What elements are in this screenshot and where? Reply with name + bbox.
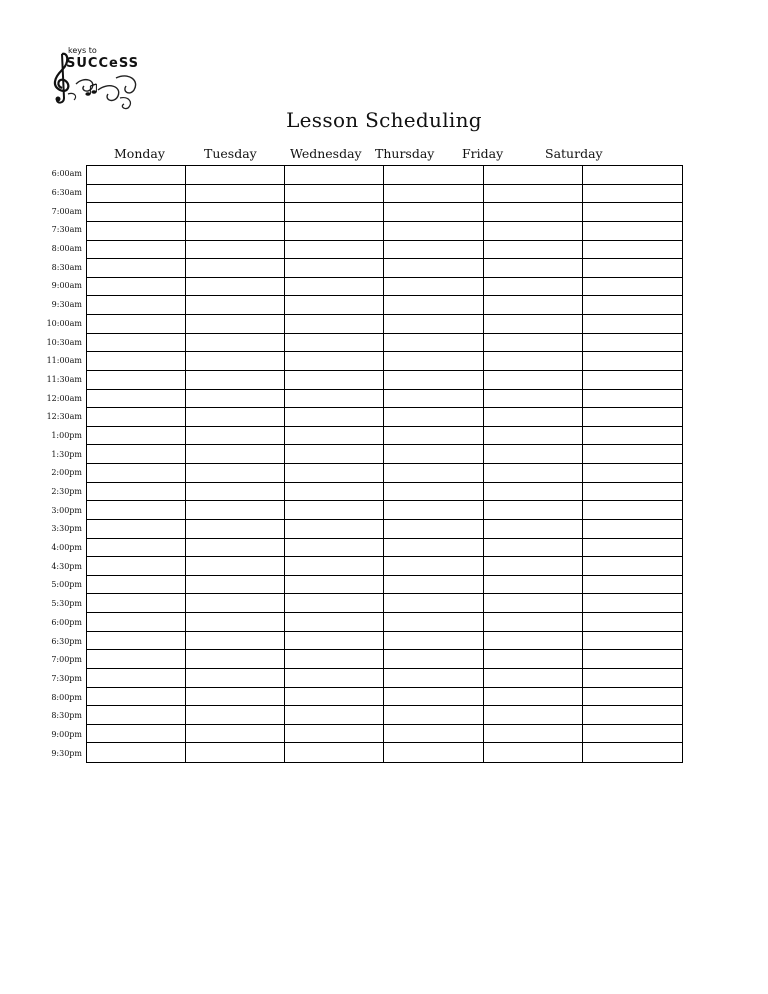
schedule-cell[interactable] (484, 427, 583, 446)
schedule-cell[interactable] (285, 278, 384, 297)
schedule-cell[interactable] (384, 166, 483, 185)
logo-wordmark: SUCCeSS (66, 56, 139, 71)
schedule-cell[interactable] (384, 576, 483, 595)
schedule-cell[interactable] (384, 520, 483, 539)
schedule-cell[interactable] (484, 203, 583, 222)
schedule-cell[interactable] (484, 185, 583, 204)
schedule-cell[interactable] (87, 352, 186, 371)
schedule-cell[interactable] (285, 632, 384, 651)
schedule-cell[interactable] (484, 408, 583, 427)
schedule-cell[interactable] (186, 464, 285, 483)
schedule-cell[interactable] (285, 483, 384, 502)
schedule-cell[interactable] (583, 688, 682, 707)
schedule-cell[interactable] (285, 613, 384, 632)
schedule-cell[interactable] (384, 632, 483, 651)
schedule-cell[interactable] (285, 520, 384, 539)
schedule-cell[interactable] (87, 185, 186, 204)
time-label: 1:00pm (51, 430, 82, 440)
day-header-tuesday: Tuesday (204, 146, 257, 161)
schedule-cell[interactable] (384, 408, 483, 427)
schedule-cell[interactable] (87, 278, 186, 297)
schedule-cell[interactable] (186, 241, 285, 260)
time-label: 10:30am (46, 337, 82, 347)
schedule-cell[interactable] (186, 688, 285, 707)
schedule-cell[interactable] (583, 594, 682, 613)
schedule-cell[interactable] (87, 725, 186, 744)
schedule-cell[interactable] (384, 334, 483, 353)
schedule-cell[interactable] (285, 576, 384, 595)
schedule-cell[interactable] (384, 222, 483, 241)
schedule-cell[interactable] (186, 706, 285, 725)
schedule-cell[interactable] (484, 557, 583, 576)
time-label: 8:30am (51, 262, 82, 272)
schedule-cell[interactable] (87, 688, 186, 707)
schedule-cell[interactable] (384, 650, 483, 669)
schedule-cell[interactable] (186, 669, 285, 688)
time-label: 12:30am (46, 412, 82, 422)
schedule-cell[interactable] (186, 427, 285, 446)
schedule-cell[interactable] (186, 725, 285, 744)
schedule-cell[interactable] (583, 203, 682, 222)
logo-tagline: keys to (68, 46, 97, 55)
schedule-cell[interactable] (583, 427, 682, 446)
schedule-cell[interactable] (186, 390, 285, 409)
schedule-cell[interactable] (484, 464, 583, 483)
schedule-cell[interactable] (384, 185, 483, 204)
schedule-cell[interactable] (583, 371, 682, 390)
schedule-cell[interactable] (186, 650, 285, 669)
schedule-cell[interactable] (384, 688, 483, 707)
schedule-cell[interactable] (285, 706, 384, 725)
time-label: 3:00pm (51, 505, 82, 515)
schedule-cell[interactable] (87, 632, 186, 651)
schedule-cell[interactable] (87, 296, 186, 315)
schedule-cell[interactable] (484, 334, 583, 353)
schedule-cell[interactable] (384, 539, 483, 558)
time-label: 5:30pm (51, 599, 82, 609)
schedule-cell[interactable] (484, 650, 583, 669)
schedule-cell[interactable] (583, 315, 682, 334)
schedule-cell[interactable] (87, 576, 186, 595)
schedule-cell[interactable] (384, 241, 483, 260)
time-label: 9:00am (51, 281, 82, 291)
schedule-cell[interactable] (87, 408, 186, 427)
schedule-cell[interactable] (186, 222, 285, 241)
schedule-cell[interactable] (285, 427, 384, 446)
time-label: 2:30pm (51, 487, 82, 497)
schedule-cell[interactable] (384, 352, 483, 371)
schedule-cell[interactable] (484, 688, 583, 707)
schedule-cell[interactable] (484, 483, 583, 502)
schedule-cell[interactable] (186, 483, 285, 502)
day-header-thursday: Thursday (375, 146, 435, 161)
schedule-cell[interactable] (583, 501, 682, 520)
schedule-cell[interactable] (285, 241, 384, 260)
schedule-cell[interactable] (484, 259, 583, 278)
schedule-cell[interactable] (186, 445, 285, 464)
time-label: 11:00am (46, 356, 82, 366)
schedule-cell[interactable] (384, 706, 483, 725)
time-label: 7:00pm (51, 655, 82, 665)
schedule-cell[interactable] (583, 390, 682, 409)
schedule-cell[interactable] (87, 520, 186, 539)
time-label: 12:00am (46, 393, 82, 403)
time-label: 6:00am (51, 169, 82, 179)
schedule-cell[interactable] (186, 632, 285, 651)
schedule-cell[interactable] (87, 334, 186, 353)
schedule-cell[interactable] (87, 315, 186, 334)
schedule-cell[interactable] (186, 557, 285, 576)
schedule-cell[interactable] (285, 445, 384, 464)
schedule-cell[interactable] (285, 296, 384, 315)
schedule-cell[interactable] (285, 203, 384, 222)
schedule-cell[interactable] (186, 352, 285, 371)
schedule-cell[interactable] (186, 278, 285, 297)
schedule-cell[interactable] (285, 688, 384, 707)
schedule-cell[interactable] (186, 408, 285, 427)
schedule-cell[interactable] (186, 315, 285, 334)
schedule-cell[interactable] (384, 427, 483, 446)
schedule-cell[interactable] (583, 259, 682, 278)
schedule-cell[interactable] (384, 613, 483, 632)
schedule-cell[interactable] (583, 483, 682, 502)
time-label: 7:00am (51, 206, 82, 216)
day-header-monday: Monday (114, 146, 165, 161)
schedule-cell[interactable] (583, 464, 682, 483)
schedule-cell[interactable] (87, 390, 186, 409)
schedule-cell[interactable] (285, 594, 384, 613)
schedule-cell[interactable] (583, 706, 682, 725)
schedule-cell[interactable] (87, 259, 186, 278)
schedule-cell[interactable] (285, 743, 384, 762)
schedule-cell[interactable] (384, 445, 483, 464)
schedule-cell[interactable] (285, 669, 384, 688)
schedule-cell[interactable] (285, 222, 384, 241)
schedule-cell[interactable] (285, 371, 384, 390)
schedule-cell[interactable] (384, 315, 483, 334)
schedule-cell[interactable] (484, 315, 583, 334)
schedule-cell[interactable] (384, 371, 483, 390)
schedule-cell[interactable] (484, 539, 583, 558)
schedule-cell[interactable] (384, 725, 483, 744)
schedule-cell[interactable] (186, 613, 285, 632)
schedule-cell[interactable] (484, 613, 583, 632)
schedule-cell[interactable] (484, 743, 583, 762)
schedule-cell[interactable] (87, 371, 186, 390)
schedule-cell[interactable] (484, 445, 583, 464)
schedule-cell[interactable] (484, 166, 583, 185)
schedule-cell[interactable] (484, 594, 583, 613)
time-label: 10:00am (46, 318, 82, 328)
schedule-cell[interactable] (384, 296, 483, 315)
schedule-cell[interactable] (484, 278, 583, 297)
schedule-cell[interactable] (87, 557, 186, 576)
schedule-cell[interactable] (583, 520, 682, 539)
schedule-cell[interactable] (87, 743, 186, 762)
schedule-cell[interactable] (87, 613, 186, 632)
schedule-cell[interactable] (583, 166, 682, 185)
schedule-cell[interactable] (285, 185, 384, 204)
schedule-cell[interactable] (583, 296, 682, 315)
schedule-cell[interactable] (484, 296, 583, 315)
schedule-cell[interactable] (87, 222, 186, 241)
schedule-cell[interactable] (285, 352, 384, 371)
time-label: 4:00pm (51, 543, 82, 553)
schedule-cell[interactable] (583, 743, 682, 762)
schedule-cell[interactable] (87, 427, 186, 446)
schedule-cell[interactable] (384, 594, 483, 613)
time-label: 7:30am (51, 225, 82, 235)
time-label: 6:00pm (51, 617, 82, 627)
schedule-cell[interactable] (87, 594, 186, 613)
time-label: 7:30pm (51, 673, 82, 683)
day-header-friday: Friday (462, 146, 504, 161)
schedule-cell[interactable] (186, 594, 285, 613)
schedule-cell[interactable] (384, 483, 483, 502)
schedule-cell[interactable] (384, 501, 483, 520)
schedule-cell[interactable] (87, 706, 186, 725)
schedule-cell[interactable] (484, 390, 583, 409)
schedule-cell[interactable] (285, 464, 384, 483)
schedule-cell[interactable] (186, 539, 285, 558)
schedule-cell[interactable] (87, 650, 186, 669)
schedule-cell[interactable] (186, 743, 285, 762)
schedule-cell[interactable] (384, 278, 483, 297)
schedule-cell[interactable] (186, 334, 285, 353)
schedule-cell[interactable] (186, 185, 285, 204)
schedule-cell[interactable] (583, 278, 682, 297)
schedule-cell[interactable] (583, 334, 682, 353)
time-label: 2:00pm (51, 468, 82, 478)
schedule-cell[interactable] (583, 222, 682, 241)
schedule-cell[interactable] (285, 259, 384, 278)
schedule-cell[interactable] (285, 557, 384, 576)
day-header-wednesday: Wednesday (290, 146, 362, 161)
time-label: 1:30pm (51, 449, 82, 459)
schedule-cell[interactable] (583, 445, 682, 464)
schedule-cell[interactable] (583, 539, 682, 558)
time-label: 8:30pm (51, 711, 82, 721)
schedule-cell[interactable] (484, 706, 583, 725)
schedule-cell[interactable] (583, 632, 682, 651)
schedule-cell[interactable] (285, 390, 384, 409)
schedule-cell[interactable] (186, 296, 285, 315)
schedule-cell[interactable] (285, 334, 384, 353)
schedule-cell[interactable] (484, 501, 583, 520)
schedule-cell[interactable] (583, 185, 682, 204)
schedule-cell[interactable] (484, 576, 583, 595)
schedule-cell[interactable] (285, 650, 384, 669)
schedule-cell[interactable] (87, 203, 186, 222)
time-label: 3:30pm (51, 524, 82, 534)
schedule-cell[interactable] (186, 166, 285, 185)
schedule-cell[interactable] (583, 241, 682, 260)
schedule-cell[interactable] (87, 669, 186, 688)
schedule-cell[interactable] (484, 371, 583, 390)
schedule-cell[interactable] (285, 166, 384, 185)
schedule-cell[interactable] (285, 539, 384, 558)
schedule-cell[interactable] (384, 464, 483, 483)
schedule-cell[interactable] (87, 539, 186, 558)
time-label: 8:00pm (51, 692, 82, 702)
schedule-cell[interactable] (186, 501, 285, 520)
schedule-cell[interactable] (384, 743, 483, 762)
schedule-cell[interactable] (186, 520, 285, 539)
schedule-cell[interactable] (384, 669, 483, 688)
schedule-cell[interactable] (583, 725, 682, 744)
time-label: 5:00pm (51, 580, 82, 590)
schedule-cell[interactable] (186, 203, 285, 222)
time-label: 11:30am (46, 374, 82, 384)
schedule-cell[interactable] (87, 483, 186, 502)
schedule-cell[interactable] (186, 576, 285, 595)
schedule-cell[interactable] (484, 241, 583, 260)
time-label: 9:00pm (51, 729, 82, 739)
schedule-cell[interactable] (484, 725, 583, 744)
schedule-cell[interactable] (583, 408, 682, 427)
schedule-cell[interactable] (186, 259, 285, 278)
schedule-cell[interactable] (285, 501, 384, 520)
time-label: 9:30pm (51, 748, 82, 758)
time-label: 6:30am (51, 188, 82, 198)
day-header-saturday: Saturday (545, 146, 603, 161)
time-label: 4:30pm (51, 561, 82, 571)
schedule-cell[interactable] (384, 390, 483, 409)
schedule-cell[interactable] (285, 408, 384, 427)
schedule-cell[interactable] (484, 632, 583, 651)
schedule-cell[interactable] (484, 352, 583, 371)
schedule-cell[interactable] (87, 464, 186, 483)
schedule-cell[interactable] (87, 501, 186, 520)
page-title: Lesson Scheduling (286, 108, 482, 132)
time-label: 8:00am (51, 244, 82, 254)
schedule-cell[interactable] (384, 259, 483, 278)
schedule-cell[interactable] (484, 669, 583, 688)
time-label: 6:30pm (51, 636, 82, 646)
schedule-cell[interactable] (384, 203, 483, 222)
schedule-cell[interactable] (87, 445, 186, 464)
time-label: 9:30am (51, 300, 82, 310)
schedule-cell[interactable] (87, 241, 186, 260)
schedule-cell[interactable] (583, 613, 682, 632)
schedule-cell[interactable] (583, 650, 682, 669)
schedule-cell[interactable] (285, 725, 384, 744)
schedule-cell[interactable] (285, 315, 384, 334)
schedule-cell[interactable] (384, 557, 483, 576)
schedule-cell[interactable] (186, 371, 285, 390)
schedule-cell[interactable] (583, 576, 682, 595)
schedule-cell[interactable] (583, 669, 682, 688)
schedule-cell[interactable] (484, 520, 583, 539)
schedule-cell[interactable] (87, 166, 186, 185)
keys-to-success-logo (48, 46, 144, 112)
schedule-cell[interactable] (583, 352, 682, 371)
schedule-grid (86, 165, 683, 763)
schedule-cell[interactable] (484, 222, 583, 241)
schedule-cell[interactable] (583, 557, 682, 576)
